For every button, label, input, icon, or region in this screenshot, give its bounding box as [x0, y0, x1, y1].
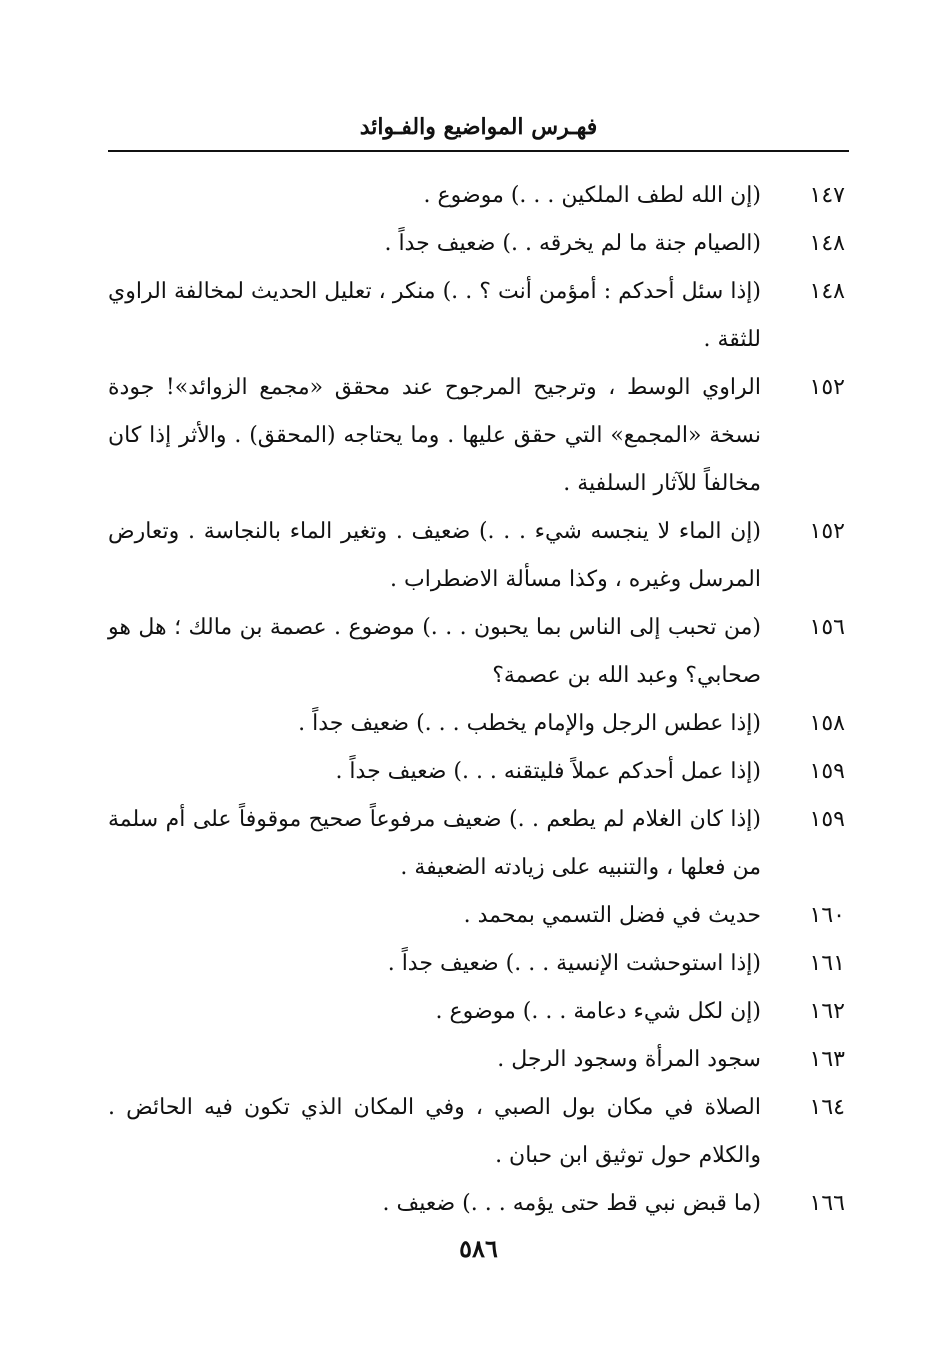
index-entry	[108, 700, 849, 748]
index-entry	[108, 172, 849, 220]
index-entries	[108, 172, 849, 1228]
index-entry	[108, 892, 849, 940]
index-entry	[108, 748, 849, 796]
entry-page-number: ١٦٢	[809, 999, 845, 1024]
entry-page-number: ١٥٢	[809, 519, 845, 544]
index-entry	[108, 796, 849, 892]
entry-text: (من تحبب إلى الناس بما يحبون . . .) موضوع . عصمة بن مالك ؛ هل هو صحابي؟ وعبد الله بن عصمة؟	[108, 615, 761, 688]
entry-page-number: ١٥٦	[809, 615, 845, 640]
entry-text: (إذا استوحشت الإنسية . . .) ضعيف جداً .	[387, 951, 761, 976]
entry-text: (إن لكل شيء دعامة . . .) موضوع .	[435, 999, 761, 1024]
entry-page-number: ١٤٧	[809, 183, 845, 208]
index-entry	[108, 988, 849, 1036]
entry-text: (الصيام جنة ما لم يخرقه . .) ضعيف جداً .	[384, 231, 761, 256]
entry-text: (إذا عطس الرجل والإمام يخطب . . .) ضعيف جداً .	[298, 711, 761, 736]
entry-text: (إن الماء لا ينجسه شيء . . .) ضعيف . وتغير الماء بالنجاسة . وتعارض المرسل وغيره ، وكذا مسألة الاضطراب .	[108, 519, 761, 592]
entry-page-number: ١٦١	[809, 951, 845, 976]
entry-text: الراوي الوسط ، وترجيح المرجوح عند محقق «مجمع الزوائد»! جودة نسخة «المجمع» التي حقق عليها . وما يحتاجه (المحقق) . والأثر إذا كان مخالفاً للآثار السلفية .	[108, 375, 761, 496]
entry-page-number: ١٥٨	[809, 711, 845, 736]
index-entry	[108, 220, 849, 268]
index-entry	[108, 1180, 849, 1228]
page-number: ٥٨٦	[459, 1234, 498, 1263]
entry-page-number: ١٦٤	[809, 1095, 845, 1120]
index-entry	[108, 940, 849, 988]
entry-page-number: ١٥٩	[809, 759, 845, 784]
entry-page-number: ١٦٣	[809, 1047, 845, 1072]
entry-text: (إذا سئل أحدكم : أمؤمن أنت ؟ . .) منكر ، تعليل الحديث لمخالفة الراوي للثقة .	[108, 279, 761, 352]
header-rule	[108, 150, 849, 152]
index-entry	[108, 1036, 849, 1084]
entry-text: سجود المرأة وسجود الرجل .	[497, 1047, 761, 1072]
entry-text: (إن الله لطف الملكين . . .) موضوع .	[423, 183, 761, 208]
entry-page-number: ١٤٨	[809, 231, 845, 256]
entry-text: حديث في فضل التسمي بمحمد .	[463, 903, 761, 928]
entry-text: الصلاة في مكان بول الصبي ، وفي المكان الذي تكون فيه الحائض . والكلام حول توثيق ابن حبان .	[108, 1095, 761, 1168]
entry-page-number: ١٦٠	[809, 903, 845, 928]
entry-text: (ما قبض نبي قط حتى يؤمه . . .) ضعيف .	[382, 1191, 761, 1216]
entry-page-number: ١٦٦	[809, 1191, 845, 1216]
index-entry	[108, 364, 849, 508]
entry-page-number: ١٥٢	[809, 375, 845, 400]
index-entry	[108, 604, 849, 700]
entry-text: (إذا كان الغلام لم يطعم . .) ضعيف مرفوعاً صحيح موقوفاً على أم سلمة من فعلها ، والتنبيه على زيادته الضعيفة .	[108, 807, 761, 880]
entry-page-number: ١٥٩	[809, 807, 845, 832]
entry-text: (إذا عمل أحدكم عملاً فليتقنه . . .) ضعيف جداً .	[335, 759, 761, 784]
entry-page-number: ١٤٨	[809, 279, 845, 304]
index-entry	[108, 508, 849, 604]
index-entry	[108, 1084, 849, 1180]
running-header: فهـرس المواضيع والفـوائد	[359, 114, 598, 140]
index-entry	[108, 268, 849, 364]
